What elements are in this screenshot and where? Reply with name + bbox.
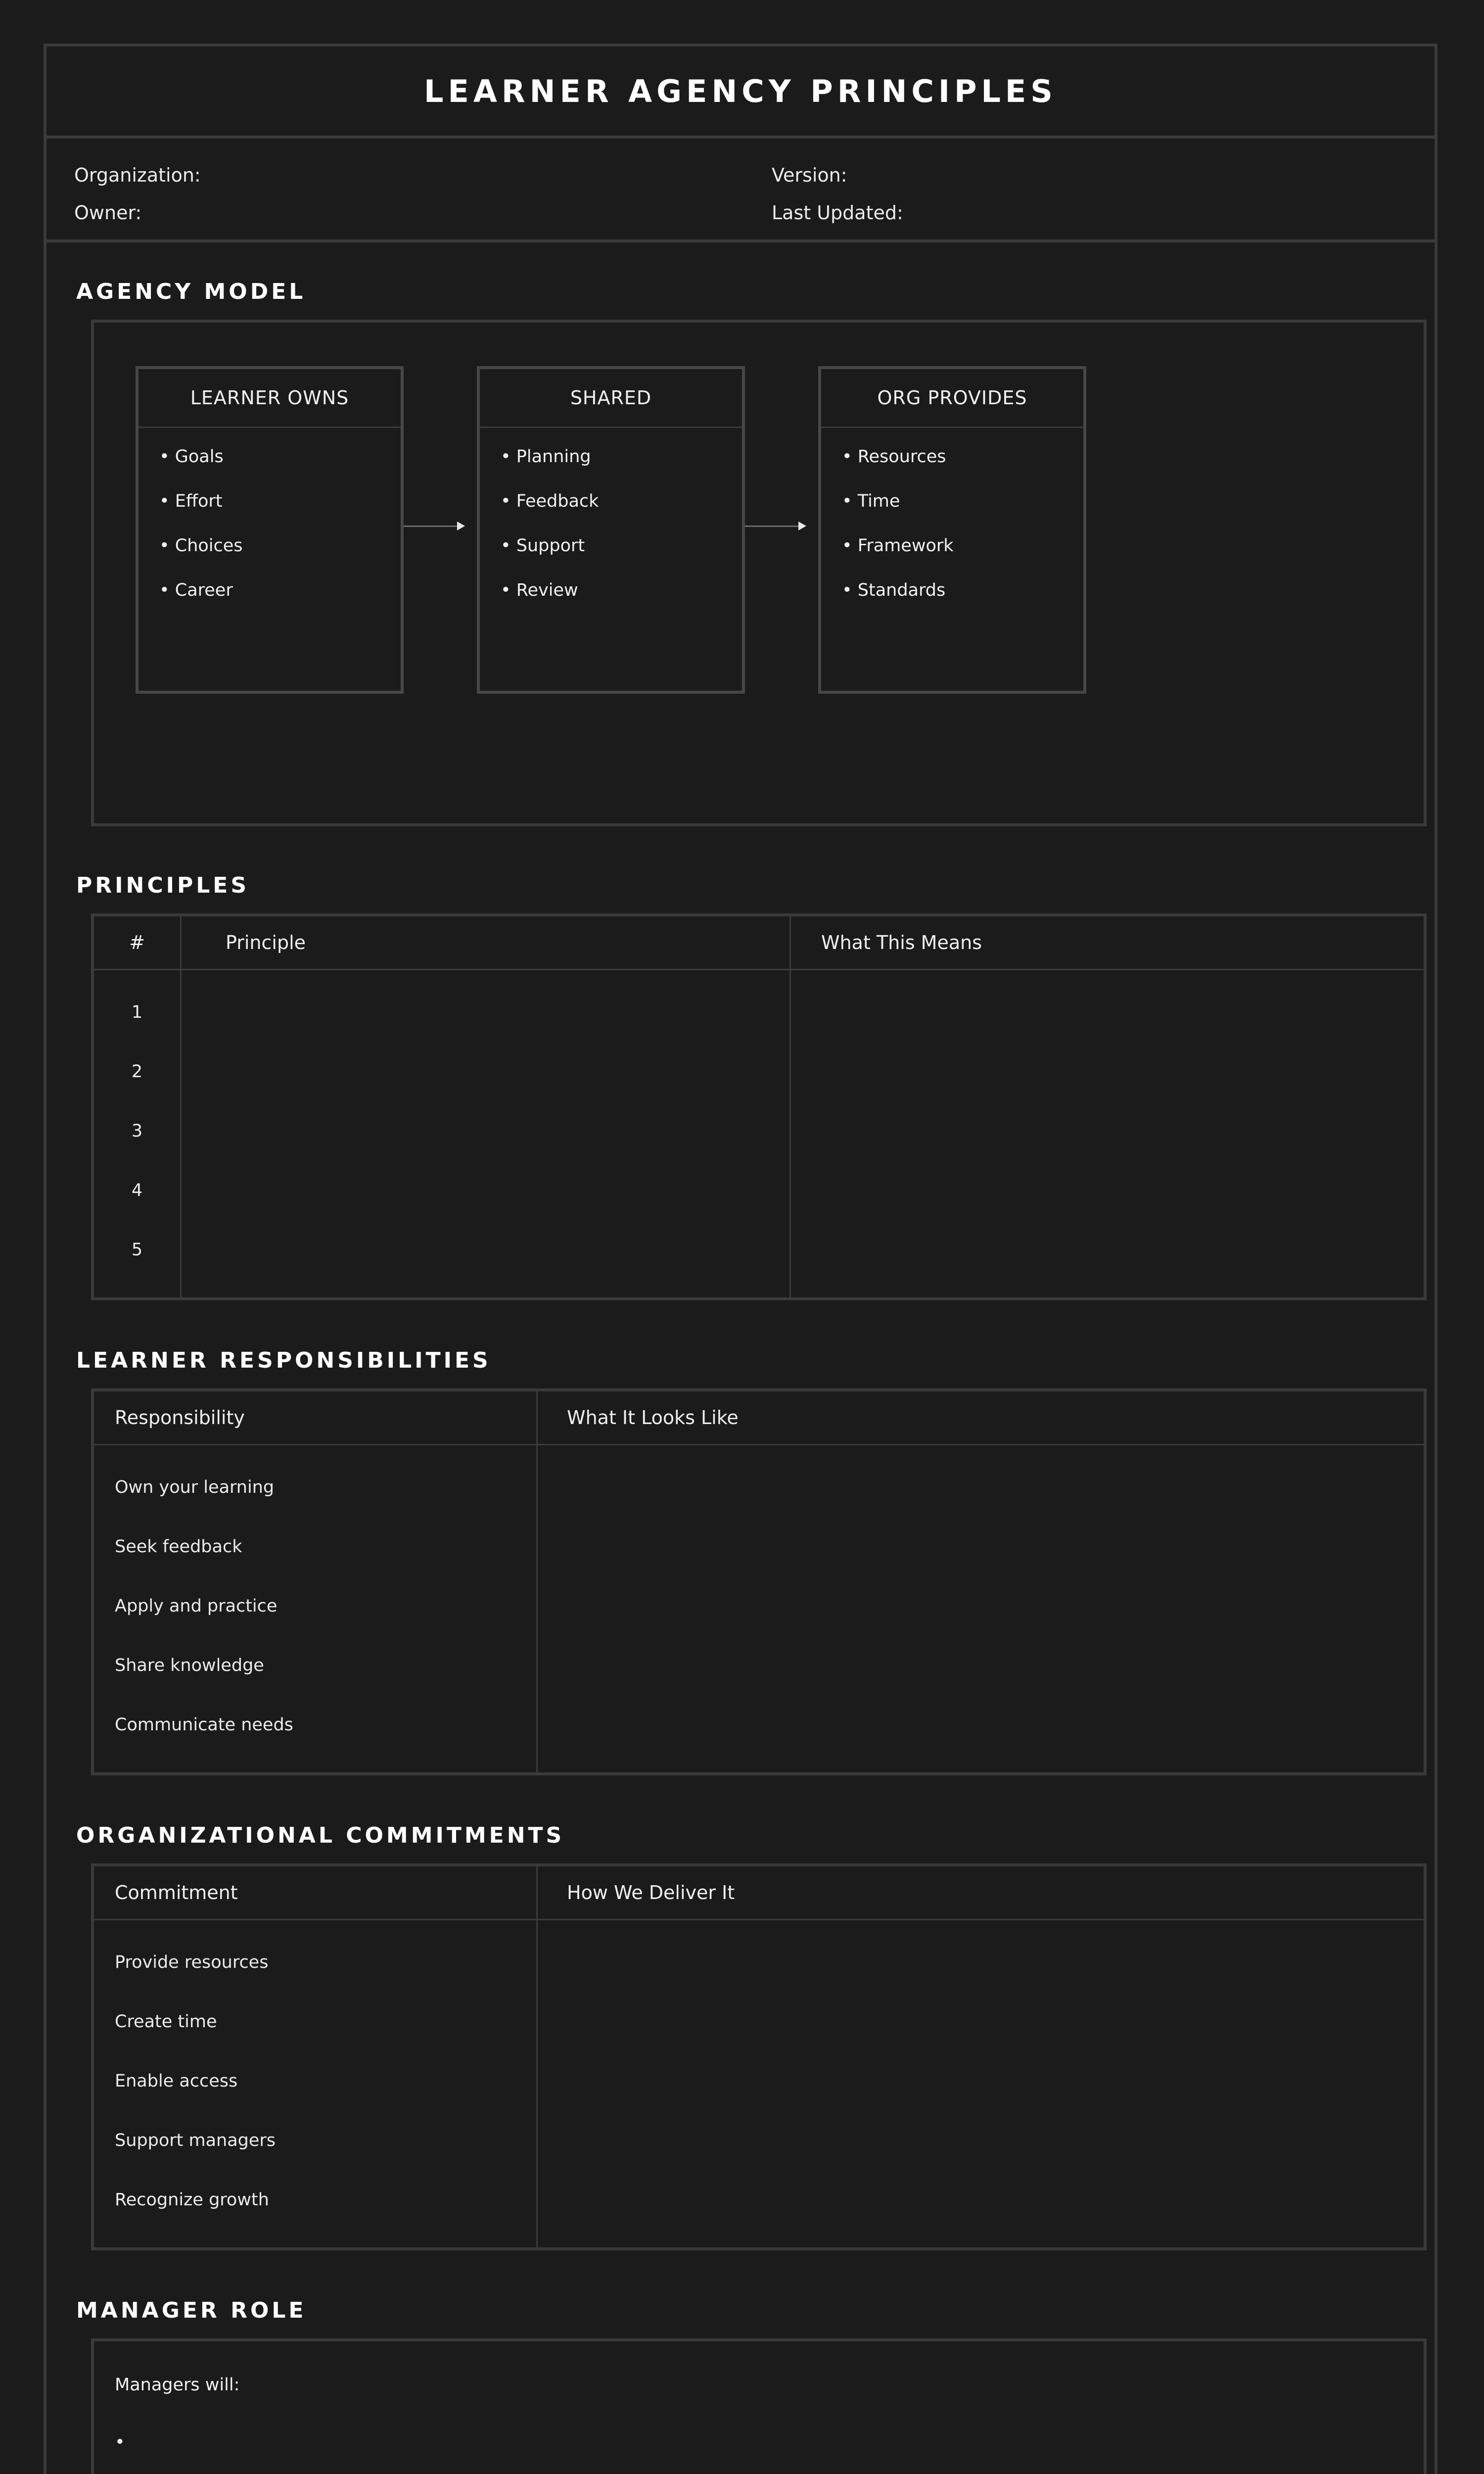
- table-row-number: 4: [131, 1181, 143, 1200]
- organizational-commitments-heading: ORGANIZATIONAL COMMITMENTS: [76, 1823, 565, 1848]
- principles-table: [91, 913, 1427, 1300]
- learner-responsibilities-table: [91, 1388, 1427, 1775]
- node-item-list: [139, 428, 401, 624]
- agency-model-diagram: [91, 320, 1427, 826]
- node-item: • Career: [159, 580, 233, 600]
- table-row-number: 2: [131, 1062, 143, 1082]
- column-header-principle: Principle: [226, 932, 306, 953]
- node-item: • Standards: [842, 580, 946, 600]
- column-header-commitment: Commitment: [115, 1882, 238, 1903]
- node-title: SHARED: [480, 369, 742, 428]
- node-learner-owns: [136, 366, 404, 694]
- column-header-number: #: [129, 932, 145, 953]
- node-item: • Planning: [501, 447, 591, 467]
- table-row-label: Own your learning: [115, 1477, 275, 1497]
- agency-model-heading: AGENCY MODEL: [76, 279, 306, 304]
- document-meta: [46, 139, 1435, 242]
- table-header: [94, 1391, 1424, 1445]
- organization-label: Organization:: [74, 164, 201, 186]
- node-shared: [477, 366, 745, 694]
- node-title: ORG PROVIDES: [821, 369, 1083, 428]
- column-divider: [789, 916, 791, 1297]
- node-item-list: [480, 428, 742, 624]
- manager-role-box: [91, 2338, 1427, 2474]
- version-label: Version:: [772, 164, 847, 186]
- organizational-commitments-table: [91, 1863, 1427, 2250]
- node-item: • Review: [501, 580, 578, 600]
- arrow-right-icon: [404, 525, 463, 527]
- document-frame: [44, 44, 1438, 2474]
- node-org-provides: [818, 366, 1086, 694]
- node-item: • Support: [501, 536, 585, 556]
- owner-label: Owner:: [74, 202, 142, 224]
- node-item: • Feedback: [501, 491, 599, 511]
- document-title: LEARNER AGENCY PRINCIPLES: [424, 73, 1057, 109]
- table-row-label: Apply and practice: [115, 1596, 278, 1616]
- table-row-number: 1: [131, 1002, 143, 1022]
- node-item-list: [821, 428, 1083, 624]
- node-item: • Framework: [842, 536, 954, 556]
- table-row-label: Communicate needs: [115, 1715, 293, 1735]
- manager-role-intro: Managers will:: [115, 2375, 240, 2395]
- column-header-responsibility: Responsibility: [115, 1407, 245, 1428]
- table-header: [94, 1866, 1424, 1920]
- table-row-label: Enable access: [115, 2071, 238, 2091]
- column-divider: [180, 916, 182, 1297]
- arrow-right-icon: [745, 525, 804, 527]
- table-header: [94, 916, 1424, 970]
- column-header-how-we-deliver-it: How We Deliver It: [567, 1882, 735, 1903]
- last-updated-label: Last Updated:: [772, 202, 903, 224]
- table-row-label: Provide resources: [115, 1952, 269, 1972]
- principles-heading: PRINCIPLES: [76, 873, 250, 898]
- table-row-label: Seek feedback: [115, 1537, 242, 1557]
- column-divider: [536, 1866, 538, 2247]
- node-item: • Effort: [159, 491, 223, 511]
- node-item: • Choices: [159, 536, 243, 556]
- node-title: LEARNER OWNS: [139, 369, 401, 428]
- title-row: [46, 47, 1435, 139]
- node-item: • Resources: [842, 447, 946, 467]
- learner-responsibilities-heading: LEARNER RESPONSIBILITIES: [76, 1348, 491, 1373]
- table-row-number: 3: [131, 1121, 143, 1141]
- node-item: • Time: [842, 491, 900, 511]
- table-row-label: Create time: [115, 2012, 217, 2032]
- column-header-what-it-looks-like: What It Looks Like: [567, 1407, 739, 1428]
- table-row-label: Recognize growth: [115, 2190, 269, 2210]
- manager-role-bullet: •: [115, 2432, 125, 2452]
- node-item: • Goals: [159, 447, 224, 467]
- column-header-what-this-means: What This Means: [821, 932, 982, 953]
- manager-role-heading: MANAGER ROLE: [76, 2298, 307, 2323]
- column-divider: [536, 1391, 538, 1772]
- table-row-number: 5: [131, 1240, 143, 1260]
- table-row-label: Share knowledge: [115, 1656, 264, 1675]
- table-row-label: Support managers: [115, 2131, 276, 2150]
